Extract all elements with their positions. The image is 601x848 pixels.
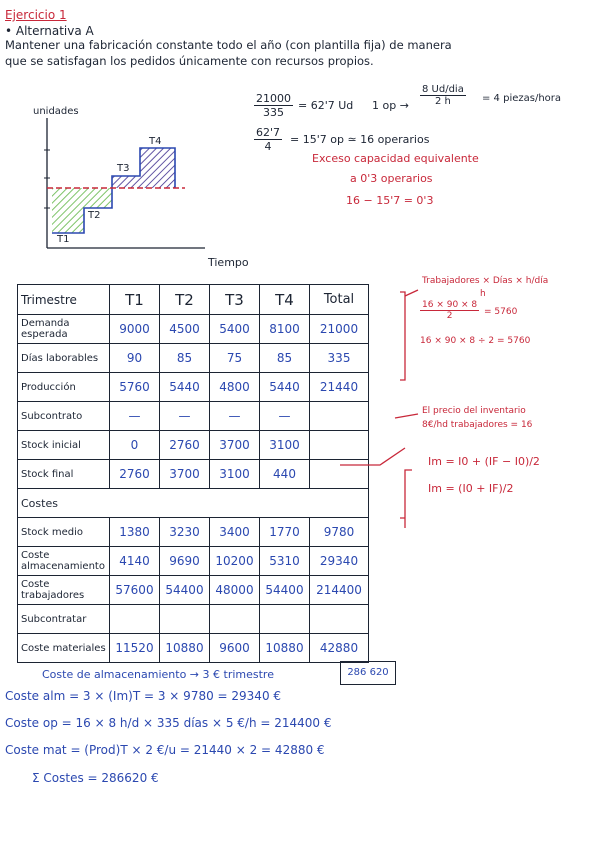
- exercise-title: Ejercicio 1: [5, 8, 67, 22]
- cell: 1380: [110, 518, 160, 547]
- cell: 3400: [210, 518, 260, 547]
- row-label: Stock medio: [18, 518, 110, 547]
- table-row: [18, 431, 369, 460]
- storage-cost-note: Coste de almacenamiento → 3 € trimestre: [42, 668, 274, 681]
- side-note-im-formula-2: Im = (I0 + IF)/2: [428, 482, 514, 495]
- cost-operators-line: Coste op = 16 × 8 h/d × 335 días × 5 €/h = 214400 €: [5, 716, 332, 730]
- table-row: [18, 518, 369, 547]
- row-label: Producción: [18, 373, 110, 402]
- side-note-calc-line: 16 × 90 × 8 ÷ 2 = 5760: [420, 336, 531, 346]
- cell: 3230: [160, 518, 210, 547]
- cell: 0: [110, 431, 160, 460]
- calc-op-label: 1 op →: [372, 99, 409, 112]
- cell: 5440: [160, 373, 210, 402]
- header-t3: T3: [210, 285, 260, 315]
- cell: 2760: [160, 431, 210, 460]
- cell: 1770: [260, 518, 310, 547]
- deficit-area-t4: [140, 148, 175, 188]
- table-row: [18, 402, 369, 431]
- cell: —: [160, 402, 210, 431]
- deficit-area-t3: [112, 176, 140, 188]
- cell: 75: [210, 344, 260, 373]
- side-note-calc-result: = 5760: [484, 307, 518, 317]
- cell: 5440: [260, 373, 310, 402]
- cell: 4800: [210, 373, 260, 402]
- excess-note-3: 16 − 15'7 = 0'3: [346, 194, 434, 207]
- calc-fraction-3-result: = 15'7 op ≃ 16 operarios: [290, 133, 430, 146]
- cell: [260, 605, 310, 634]
- header-t1: T1: [110, 285, 160, 315]
- cell: 3700: [210, 431, 260, 460]
- row-label: Subcontratar: [18, 605, 110, 634]
- cell-total: 42880: [310, 634, 369, 663]
- cell: 10200: [210, 547, 260, 576]
- table-row: [18, 344, 369, 373]
- excess-note-1: Exceso capacidad equivalente: [312, 152, 479, 165]
- cell: 9000: [110, 315, 160, 344]
- row-label: Días laborables: [18, 344, 110, 373]
- row-label: Stock final: [18, 460, 110, 489]
- total-cost-box: 286 620: [340, 661, 396, 685]
- calc-fraction-2-result: = 4 piezas/hora: [482, 93, 562, 104]
- cell: 3100: [210, 460, 260, 489]
- cell: 85: [260, 344, 310, 373]
- table-row: [18, 605, 369, 634]
- graph-label-t2: T2: [88, 210, 101, 221]
- row-label: Coste trabajadores: [18, 576, 110, 605]
- row-label: Coste almacenamiento: [18, 547, 110, 576]
- side-note-im-formula-1: Im = I0 + (IF − I0)/2: [428, 455, 540, 468]
- table-row-section: [18, 489, 369, 518]
- cell-total: [310, 460, 369, 489]
- cell-total: [310, 431, 369, 460]
- cell-total: 9780: [310, 518, 369, 547]
- cell: 9690: [160, 547, 210, 576]
- side-note-inventory-1: El precio del inventario: [422, 406, 526, 416]
- surplus-area-t2: [84, 188, 112, 208]
- cell: 85: [160, 344, 210, 373]
- side-note-inventory-2: 8€/hd trabajadores = 16: [422, 420, 533, 430]
- table-row: [18, 460, 369, 489]
- cell-total: 29340: [310, 547, 369, 576]
- row-label: Stock inicial: [18, 431, 110, 460]
- cell: 10880: [260, 634, 310, 663]
- cell: 54400: [160, 576, 210, 605]
- cell: 5310: [260, 547, 310, 576]
- cell: —: [210, 402, 260, 431]
- row-label: Demanda esperada: [18, 315, 110, 344]
- calc-fraction-1: $\frac{21000}{335}$: [256, 92, 291, 119]
- cell: 57600: [110, 576, 160, 605]
- cell-total: 21440: [310, 373, 369, 402]
- calc-fraction-3: $\frac{62'7}{4}$: [256, 126, 281, 153]
- side-note-calc-fraction: $\frac{16 \times 90 \times 8}{2}$: [422, 300, 478, 321]
- surplus-area-t1: [52, 188, 84, 233]
- side-note-workers-den: h: [480, 289, 486, 299]
- side-note-workers: Trabajadores × Días × h/día: [422, 276, 549, 286]
- cell: 11520: [110, 634, 160, 663]
- cell: [110, 605, 160, 634]
- cell: 54400: [260, 576, 310, 605]
- cell: [160, 605, 210, 634]
- cost-materials-line: Coste mat = (Prod)T × 2 €/u = 21440 × 2 = 42880 €: [5, 743, 325, 757]
- header-trimestre: Trimestre: [18, 285, 110, 315]
- cell: 3700: [160, 460, 210, 489]
- cell-total: 21000: [310, 315, 369, 344]
- cell: [210, 605, 260, 634]
- table-row: [18, 634, 369, 663]
- graph-label-t1: T1: [57, 234, 70, 245]
- cost-sum-line: Σ Costes = 286620 €: [32, 771, 159, 785]
- production-table: [17, 284, 369, 663]
- row-label: Coste materiales: [18, 634, 110, 663]
- cell-total: [310, 605, 369, 634]
- cell-total: [310, 402, 369, 431]
- table-row: [18, 576, 369, 605]
- description-line-1: Mantener una fabricación constante todo el año (con plantilla fija) de manera: [5, 38, 452, 52]
- cell: 5760: [110, 373, 160, 402]
- alternative-label: • Alternativa A: [5, 24, 94, 38]
- table-header-row: [18, 285, 369, 315]
- header-t2: T2: [160, 285, 210, 315]
- table-row: [18, 373, 369, 402]
- header-total: Total: [310, 285, 369, 315]
- cell: —: [260, 402, 310, 431]
- calc-fraction-1-result: = 62'7 Ud: [298, 99, 354, 112]
- cell: 9600: [210, 634, 260, 663]
- cell: 4500: [160, 315, 210, 344]
- cost-storage-line: Coste alm = 3 × (Im)T = 3 × 9780 = 29340 €: [5, 689, 282, 703]
- cell: 2760: [110, 460, 160, 489]
- cell-total: 214400: [310, 576, 369, 605]
- cell: 48000: [210, 576, 260, 605]
- calc-fraction-2: 8 Ud/dia 2 h: [422, 84, 464, 107]
- cell: 8100: [260, 315, 310, 344]
- cell: 4140: [110, 547, 160, 576]
- row-label: Subcontrato: [18, 402, 110, 431]
- excess-note-2: a 0'3 operarios: [350, 172, 433, 185]
- graph-label-t4: T4: [149, 136, 162, 147]
- graph-ylabel: unidades: [33, 106, 79, 117]
- cell-total: 335: [310, 344, 369, 373]
- table-row: [18, 547, 369, 576]
- cell: 10880: [160, 634, 210, 663]
- cell: 440: [260, 460, 310, 489]
- graph-xlabel: Tiempo: [208, 256, 249, 269]
- description-line-2: que se satisfagan los pedidos únicamente con recursos propios.: [5, 54, 374, 68]
- cell: 3100: [260, 431, 310, 460]
- cell: 90: [110, 344, 160, 373]
- header-t4: T4: [260, 285, 310, 315]
- table-row: [18, 315, 369, 344]
- cell: —: [110, 402, 160, 431]
- section-label-costes: Costes: [18, 489, 369, 518]
- graph-label-t3: T3: [117, 163, 130, 174]
- cell: 5400: [210, 315, 260, 344]
